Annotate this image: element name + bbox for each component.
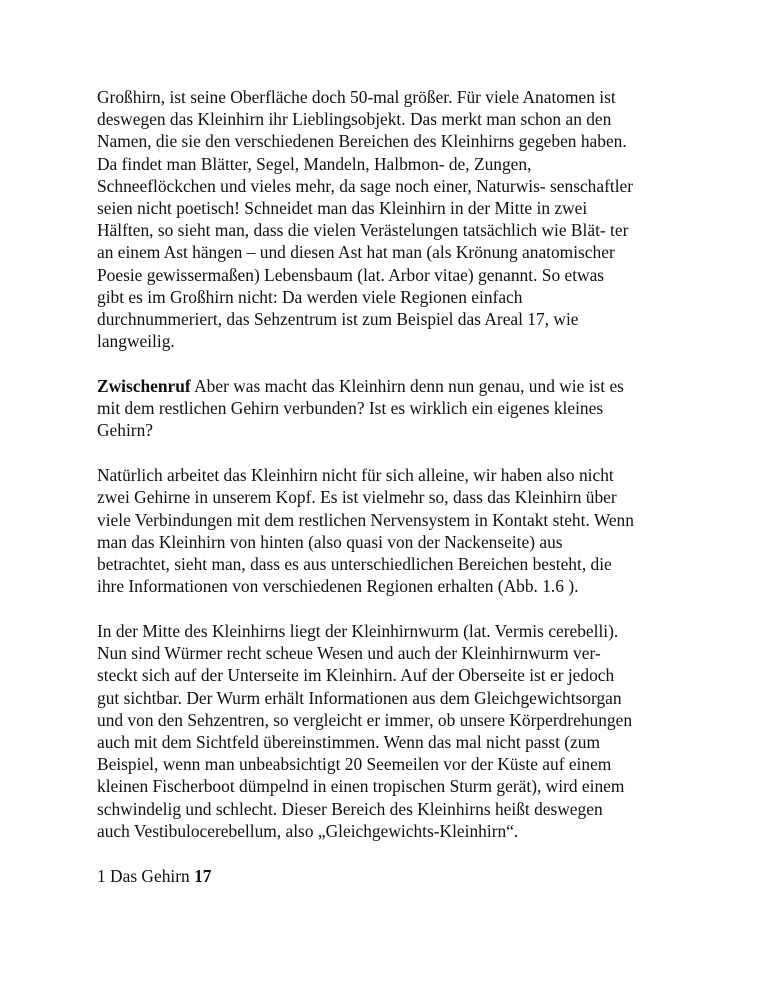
text-line: [97, 375, 657, 397]
text-line: steckt sich auf der Unterseite im Kleinhirn. Auf der Oberseite ist er jedoch: [97, 665, 615, 686]
text-line: Gehirn?: [97, 420, 154, 441]
text-line: kleinen Fischerboot dümpelnd in einen tropischen Sturm gerät), wird einem: [97, 776, 625, 797]
text-line: Schneeflöckchen und vieles mehr, da sage noch einer, Naturwis- senschaftler: [97, 175, 634, 196]
text-line: betrachtet, sieht man, dass es aus unterschiedlichen Bereichen besteht, die: [97, 554, 612, 575]
text-line: viele Verbindungen mit dem restlichen Nervensystem in Kontakt steht. Wenn: [97, 509, 634, 530]
text-line: auch mit dem Sichtfeld übereinstimmen. Wenn das mal nicht passt (zum: [97, 732, 600, 753]
paragraph-1: [97, 86, 657, 352]
document-page: [97, 86, 657, 909]
text-line: Nun sind Würmer recht scheue Wesen und auch der Kleinhirnwurm ver-: [97, 643, 601, 664]
text-line: zwei Gehirne in unserem Kopf. Es ist vielmehr so, dass das Kleinhirn über: [97, 487, 617, 508]
text-line: ihre Informationen von verschiedenen Regionen erhalten (Abb. 1.6 ).: [97, 576, 579, 597]
text-line: auch Vestibulocerebellum, also „Gleichgewichts-Kleinhirn“.: [97, 820, 519, 841]
text-line: Beispiel, wenn man unbeabsichtigt 20 Seemeilen vor der Küste auf einem: [97, 754, 612, 775]
text-line: Da findet man Blätter, Segel, Mandeln, Halbmon- de, Zungen,: [97, 153, 532, 174]
page-footer: [97, 865, 657, 887]
text-line: In der Mitte des Kleinhirns liegt der Kleinhirnwurm (lat. Vermis cerebelli).: [97, 621, 619, 642]
text-line: Hälften, so sieht man, dass die vielen Verästelungen tatsächlich wie Blät- ter: [97, 220, 629, 241]
page-number: 17: [194, 865, 212, 886]
text-line: Poesie gewissermaßen) Lebensbaum (lat. Arbor vitae) genannt. So etwas: [97, 264, 605, 285]
text-line: und von den Sehzentren, so vergleicht er immer, ob unsere Körperdrehungen: [97, 709, 633, 730]
paragraph-3: [97, 464, 657, 597]
text-line: mit dem restlichen Gehirn verbunden? Ist es wirklich ein eigenes kleines: [97, 398, 604, 419]
text-line: gibt es im Großhirn nicht: Da werden viele Regionen einfach: [97, 286, 523, 307]
chapter-label: 1 Das Gehirn: [97, 865, 195, 886]
text-line: gut sichtbar. Der Wurm erhält Informationen aus dem Gleichgewichtsorgan: [97, 687, 622, 708]
footer-line: [97, 865, 657, 887]
text-line: deswegen das Kleinhirn ihr Lieblingsobjekt. Das merkt man schon an den: [97, 109, 612, 130]
text-line: Namen, die sie den verschiedenen Bereichen des Kleinhirns gegeben haben.: [97, 131, 627, 152]
text-line: Großhirn, ist seine Oberfläche doch 50-mal größer. Für viele Anatomen ist: [97, 87, 616, 107]
zwischenruf-label: Zwischenruf: [97, 376, 191, 397]
text-line: durchnummeriert, das Sehzentrum ist zum Beispiel das Areal 17, wie: [97, 309, 579, 330]
text-line: langweilig.: [97, 331, 175, 352]
text-line: Natürlich arbeitet das Kleinhirn nicht für sich alleine, wir haben also nicht: [97, 465, 614, 486]
text-line: seien nicht poetisch! Schneidet man das Kleinhirn in der Mitte in zwei: [97, 198, 588, 219]
paragraph-zwischenruf: [97, 375, 657, 442]
text-line: an einem Ast hängen – und diesen Ast hat man (als Krönung anatomischer: [97, 242, 615, 263]
text-span: Aber was macht das Kleinhirn denn nun genau, und wie ist es: [190, 376, 624, 397]
text-line: schwindelig und schlecht. Dieser Bereich des Kleinhirns heißt deswegen: [97, 798, 603, 819]
paragraph-4: [97, 620, 657, 842]
text-line: man das Kleinhirn von hinten (also quasi von der Nackenseite) aus: [97, 531, 563, 552]
